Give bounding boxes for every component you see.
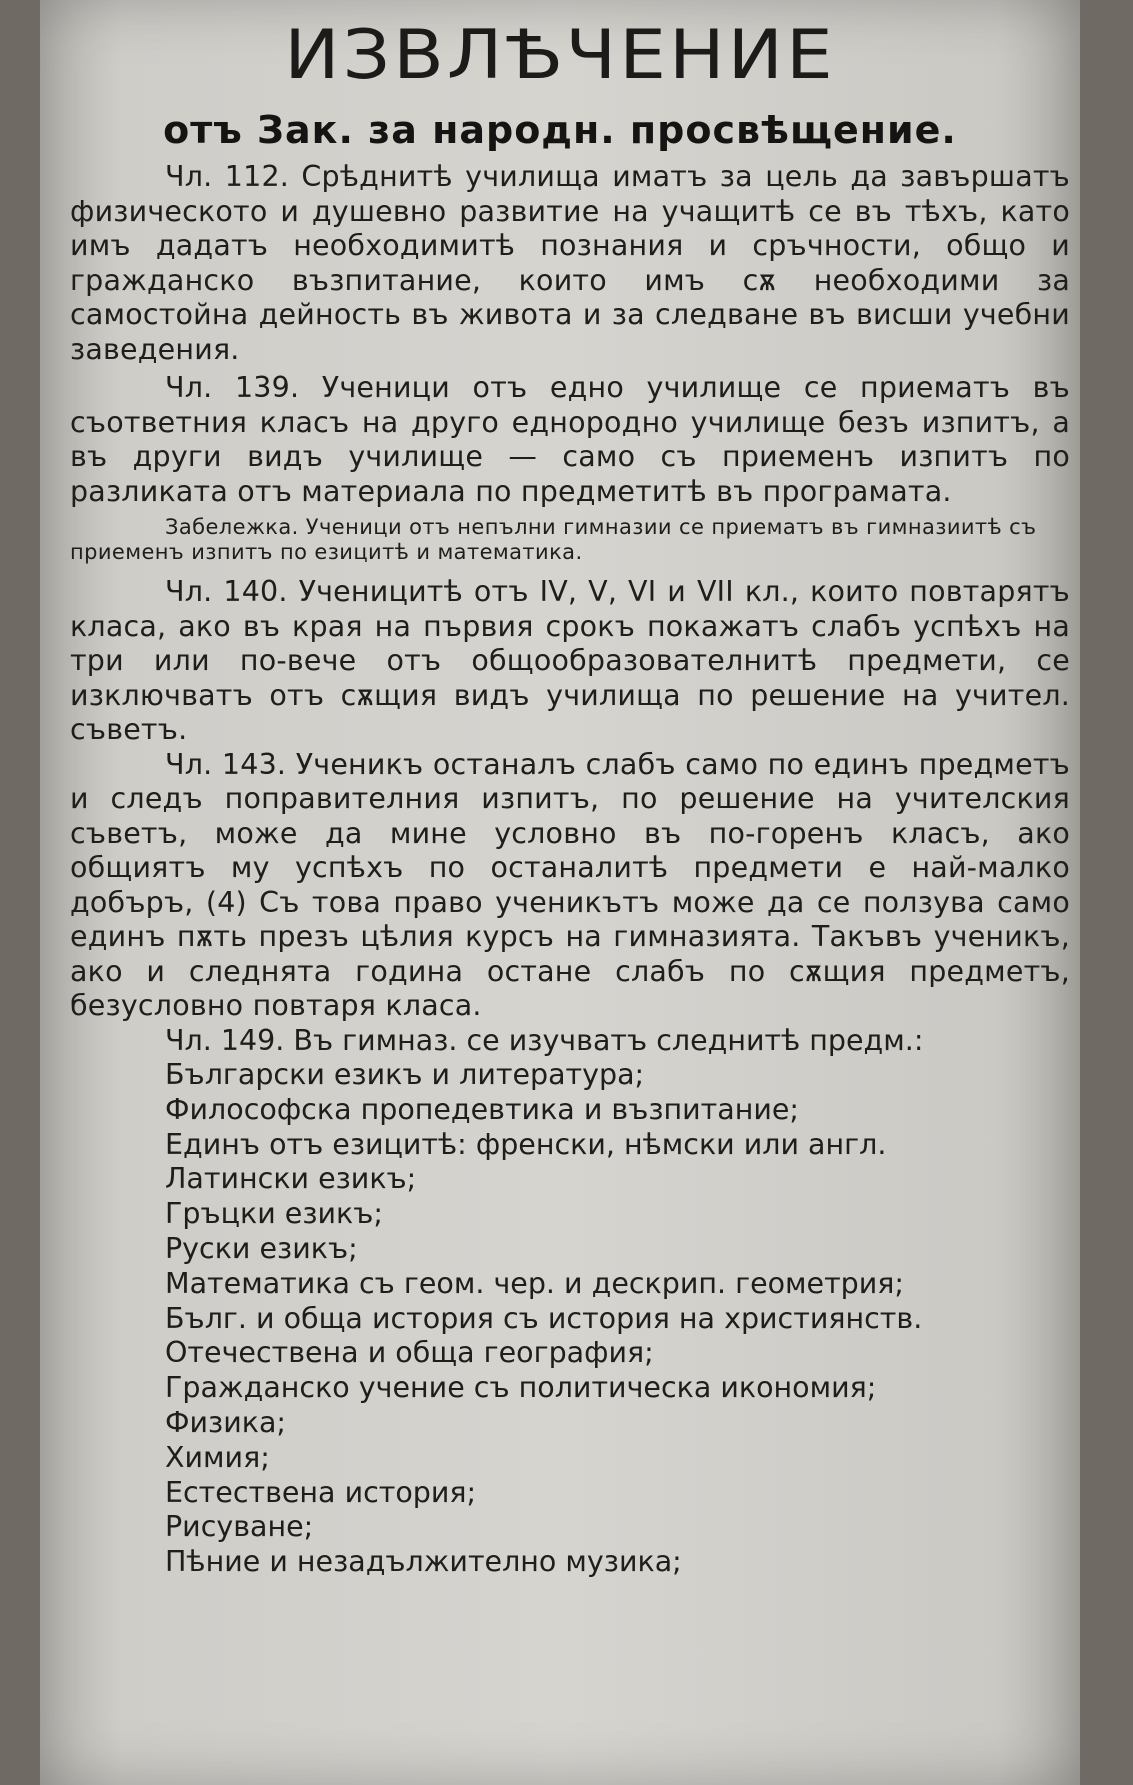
- list-item: Руски езикъ;: [165, 1231, 358, 1265]
- list-item: Латински езикъ;: [165, 1162, 417, 1196]
- list-item: Отечествена и обща география;: [165, 1336, 654, 1370]
- article-112-text: Чл. 112. Срѣднитѣ училища иматъ за цель да завършатъ физическото и душевно развитие на учащитѣ се въ тѣхъ, като имъ дадатъ необходимитѣ познания и сръчности, общо и гражданско възпитание, които имъ сѫ необходими за самостойна дейность въ живота и за следване въ висши учебни заведения.: [70, 160, 1070, 366]
- list-item: Гражданско учение съ политическа икономия;: [165, 1371, 877, 1405]
- document-body: [70, 160, 1070, 1580]
- list-item: Химия;: [165, 1440, 270, 1474]
- article-139-text: Чл. 139. Ученици отъ едно училище се приематъ въ съответния класъ на друго еднородно училище безъ изпитъ, а въ други видъ училище — само съ приеменъ изпитъ по разликата отъ материала по предметитѣ въ програмата.: [70, 371, 1070, 508]
- list-item: Гръцки езикъ;: [165, 1197, 383, 1231]
- article-143: [70, 748, 1070, 1024]
- article-140: [70, 575, 1070, 748]
- list-item: Физика;: [165, 1405, 287, 1439]
- document-page: [40, 0, 1080, 1785]
- article-139-note-text: Забележка. Ученици отъ непълни гимназии се приематъ въ гимназиитѣ съ приеменъ изпитъ по езицитѣ и математика.: [70, 515, 1037, 564]
- list-item: Български езикъ и литература;: [165, 1058, 645, 1091]
- article-139-note: [70, 515, 1070, 565]
- article-139: [70, 371, 1070, 509]
- article-112: [70, 160, 1070, 367]
- document-subtitle: отъ Зак. за народн. просвѣщение.: [163, 108, 957, 152]
- subject-list: [70, 1058, 1070, 1580]
- article-140-text: Чл. 140. Ученицитѣ отъ IV, V, VI и VII кл., които повтарятъ класа, ако въ края на първия срокъ покажатъ слабъ успѣхъ на три или по-вече отъ общообразователнитѣ предмети, се изключватъ отъ сѫщия видъ училища по решение на учител. съветъ.: [70, 575, 1070, 746]
- list-item: Пѣние и незадължително музика;: [165, 1545, 682, 1579]
- list-item: Естествена история;: [165, 1475, 477, 1509]
- document-title: ИЗВЛѢЧЕНИЕ: [284, 15, 836, 95]
- list-item: Единъ отъ езицитѣ: френски, нѣмски или англ.: [165, 1127, 887, 1161]
- article-143-text: Чл. 143. Ученикъ останалъ слабъ само по единъ предметъ и следъ поправителния изпитъ, по решение на учителския съветъ, може да мине условно въ по-горенъ класъ, ако общиятъ му успѣхъ по останалитѣ предмети е най-малко добъръ, (4) Съ това право ученикътъ може да се ползува само единъ пѫть презъ цѣлия курсъ на гимназията. Такъвъ ученикъ, ако и следнята година остане слабъ по сѫщия предметъ, безусловно повтаря класа.: [70, 747, 1070, 1022]
- list-item: Бълг. и обща история съ история на християнств.: [165, 1301, 923, 1335]
- list-item: Математика съ геом. чер. и дескрип. геометрия;: [165, 1266, 905, 1300]
- article-149-intro: Чл. 149. Въ гимназ. се изучватъ следнитѣ предм.:: [165, 1023, 924, 1057]
- list-item: Философска пропедевтика и възпитание;: [165, 1092, 799, 1126]
- list-item: Рисуване;: [165, 1510, 314, 1544]
